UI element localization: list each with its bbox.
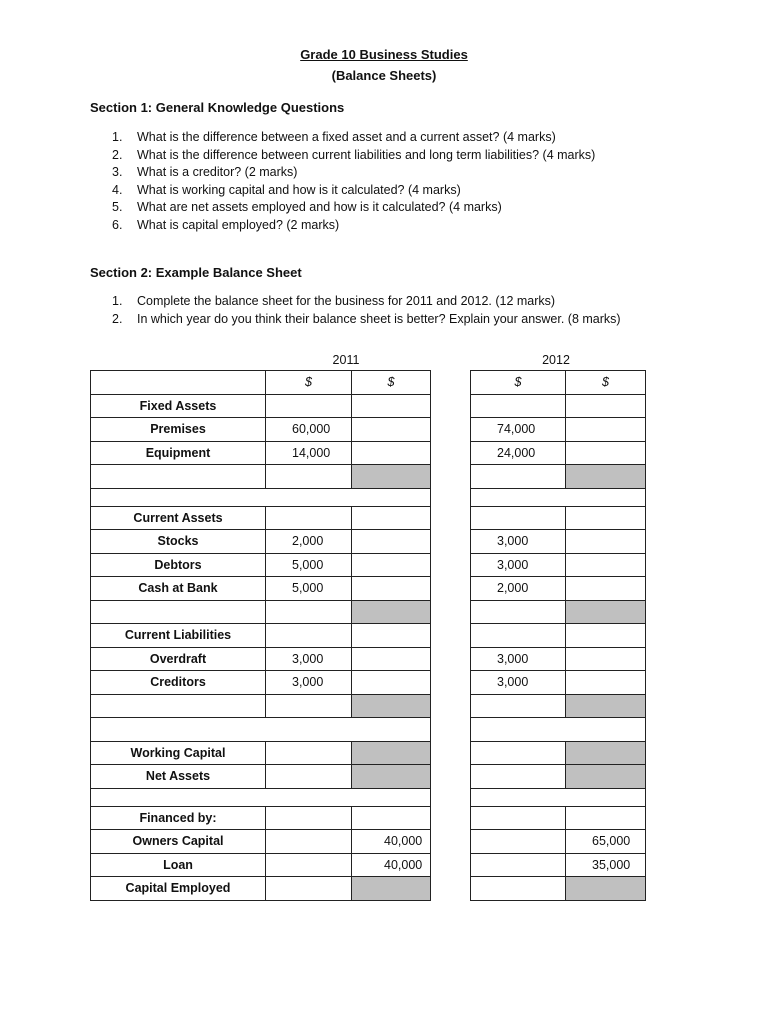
table-row xyxy=(91,418,431,442)
table-row xyxy=(471,506,646,530)
table-row xyxy=(91,806,431,830)
table-row xyxy=(471,488,646,506)
table-row xyxy=(91,788,431,806)
table-row xyxy=(471,741,646,765)
year-2012-label: 2012 xyxy=(542,353,570,367)
cell-value: 24,000 xyxy=(471,441,566,465)
table-row xyxy=(91,694,431,718)
row-label: Capital Employed xyxy=(91,877,266,901)
page-subtitle: (Balance Sheets) xyxy=(331,68,437,83)
total-cell[interactable] xyxy=(352,741,431,765)
row-label: Cash at Bank xyxy=(91,577,266,601)
table-row xyxy=(91,624,431,648)
row-label: Current Assets xyxy=(91,506,266,530)
table-row xyxy=(91,506,431,530)
total-cell[interactable] xyxy=(352,465,431,489)
table-row xyxy=(471,788,646,806)
cell-value: 40,000 xyxy=(352,830,431,854)
row-label: Premises xyxy=(91,418,266,442)
table-row xyxy=(471,418,646,442)
row-label: Fixed Assets xyxy=(91,394,266,418)
table-row xyxy=(471,647,646,671)
table-row xyxy=(471,530,646,554)
currency-header: $ xyxy=(352,371,431,395)
table-row xyxy=(471,806,646,830)
cell-value: 60,000 xyxy=(266,418,352,442)
total-cell[interactable] xyxy=(566,465,646,489)
table-row xyxy=(471,853,646,877)
row-label: Loan xyxy=(91,853,266,877)
cell-value: 3,000 xyxy=(471,671,566,695)
question-item: 4. What is working capital and how is it calculated? (4 marks) xyxy=(112,182,461,197)
table-row xyxy=(471,577,646,601)
cell-value: 3,000 xyxy=(471,553,566,577)
cell-value: 3,000 xyxy=(266,671,352,695)
cell-value: 2,000 xyxy=(471,577,566,601)
cell-value: 65,000 xyxy=(566,830,646,854)
total-cell[interactable] xyxy=(352,694,431,718)
row-label: Equipment xyxy=(91,441,266,465)
table-row xyxy=(91,530,431,554)
table-row xyxy=(91,577,431,601)
table-row xyxy=(91,718,431,742)
cell-value: 3,000 xyxy=(266,647,352,671)
table-row xyxy=(471,718,646,742)
cell-value: 2,000 xyxy=(266,530,352,554)
question-item: 2. In which year do you think their balance sheet is better? Explain your answer. (8 marks) xyxy=(112,311,621,326)
question-item: 1. What is the difference between a fixed asset and a current asset? (4 marks) xyxy=(112,130,556,144)
table-row xyxy=(91,394,431,418)
table-row xyxy=(471,371,646,395)
section1-questions xyxy=(90,129,595,234)
question-item: 6. What is capital employed? (2 marks) xyxy=(112,217,340,232)
balance-sheet-2012 xyxy=(470,370,646,901)
row-label: Debtors xyxy=(91,553,266,577)
cell-value: 5,000 xyxy=(266,577,352,601)
total-cell[interactable] xyxy=(566,694,646,718)
table-row xyxy=(91,441,431,465)
row-label: Financed by: xyxy=(91,806,266,830)
cell-value: 74,000 xyxy=(471,418,566,442)
cell-value: 14,000 xyxy=(266,441,352,465)
table-row xyxy=(471,671,646,695)
total-cell[interactable] xyxy=(566,600,646,624)
question-item: 2. What is the difference between current liabilities and long term liabilities? (4 marks) xyxy=(112,147,596,162)
table-row xyxy=(471,877,646,901)
table-row xyxy=(91,830,431,854)
row-label: Creditors xyxy=(91,671,266,695)
year-2011-label: 2011 xyxy=(332,353,360,367)
section2-heading: Section 2: Example Balance Sheet xyxy=(90,265,302,280)
table-row xyxy=(91,371,431,395)
row-label: Current Liabilities xyxy=(91,624,266,648)
table-row xyxy=(91,671,431,695)
cell-value: 35,000 xyxy=(566,853,646,877)
row-label: Working Capital xyxy=(91,741,266,765)
total-cell[interactable] xyxy=(352,765,431,789)
table-row xyxy=(471,553,646,577)
currency-header: $ xyxy=(266,371,352,395)
cell-value: 3,000 xyxy=(471,530,566,554)
table-row xyxy=(471,441,646,465)
section1-heading: Section 1: General Knowledge Questions xyxy=(90,100,345,115)
table-row xyxy=(471,830,646,854)
table-row xyxy=(471,624,646,648)
table-row xyxy=(91,765,431,789)
question-item: 1. Complete the balance sheet for the business for 2011 and 2012. (12 marks) xyxy=(112,294,556,308)
table-row xyxy=(91,600,431,624)
section2-questions xyxy=(90,293,621,328)
table-row xyxy=(471,394,646,418)
cell-value: 3,000 xyxy=(471,647,566,671)
row-label: Owners Capital xyxy=(91,830,266,854)
question-item: 5. What are net assets employed and how is it calculated? (4 marks) xyxy=(112,200,502,214)
page-title: Grade 10 Business Studies xyxy=(300,47,468,62)
total-cell[interactable] xyxy=(352,600,431,624)
currency-header: $ xyxy=(566,371,646,395)
table-row xyxy=(91,877,431,901)
currency-header: $ xyxy=(471,371,566,395)
table-row xyxy=(91,853,431,877)
row-label: Net Assets xyxy=(91,765,266,789)
table-row xyxy=(471,694,646,718)
table-row xyxy=(91,553,431,577)
cell-value: 5,000 xyxy=(266,553,352,577)
cell-value: 40,000 xyxy=(352,853,431,877)
row-label: Overdraft xyxy=(91,647,266,671)
total-cell[interactable] xyxy=(566,741,646,765)
row-label: Stocks xyxy=(91,530,266,554)
table-row xyxy=(91,647,431,671)
question-item: 3. What is a creditor? (2 marks) xyxy=(112,165,298,179)
total-cell[interactable] xyxy=(566,765,646,789)
table-row xyxy=(91,465,431,489)
table-row xyxy=(471,765,646,789)
table-row xyxy=(471,600,646,624)
table-row xyxy=(471,465,646,489)
table-row xyxy=(91,741,431,765)
table-row xyxy=(91,488,431,506)
balance-sheet-2011 xyxy=(90,370,431,901)
total-cell[interactable] xyxy=(352,877,431,901)
total-cell[interactable] xyxy=(566,877,646,901)
